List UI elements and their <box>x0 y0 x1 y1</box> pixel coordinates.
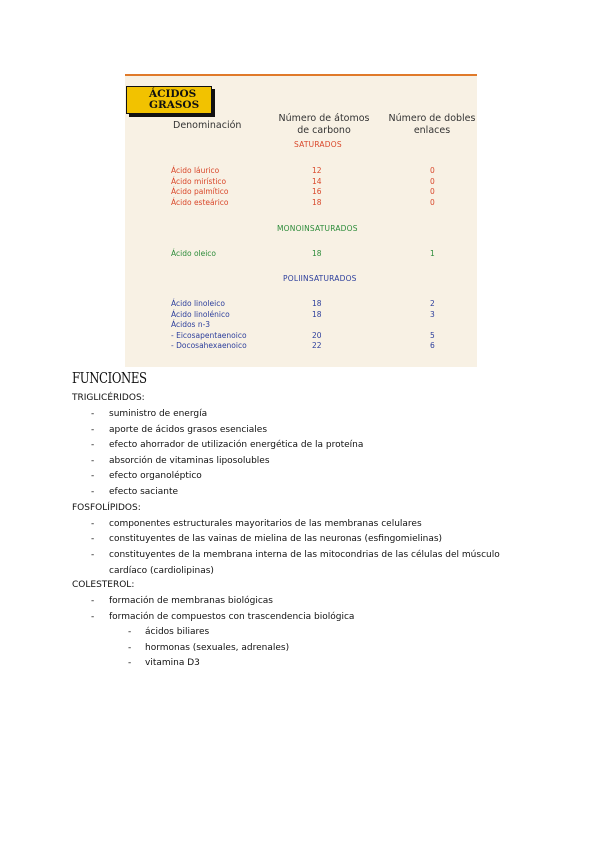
bullet-dash: - <box>91 424 95 435</box>
colesterol-item: formación de membranas biológicas <box>109 596 273 606</box>
acid-name: Ácidos n-3 <box>171 320 211 329</box>
header-dobles-line2: enlaces <box>413 125 451 136</box>
bullet-dash: - <box>91 471 95 482</box>
header-denominacion: Denominación <box>173 120 242 131</box>
fosfolipidos-item: componentes estructurales mayoritarios de las membranas celulares <box>109 519 422 529</box>
section-monoinsaturados: MONOINSATURADOS <box>277 224 358 233</box>
badge-line-2: GRASOS <box>149 99 200 111</box>
section-poliinsaturados: POLIINSATURADOS <box>283 274 357 283</box>
header-dobles-line1: Número de dobles <box>388 113 476 124</box>
carbon-count: 20 <box>312 330 322 340</box>
table-badge <box>126 86 212 114</box>
double-bonds: 0 <box>430 187 435 196</box>
colesterol-subitem: hormonas (sexuales, adrenales) <box>145 642 290 653</box>
double-bonds: 3 <box>430 309 435 319</box>
bullet-dash: - <box>91 487 95 497</box>
header-dobles <box>387 113 477 137</box>
bullet-dash: - <box>91 440 95 451</box>
bullet-dash: - <box>91 409 95 419</box>
carbon-count: 22 <box>312 341 322 350</box>
header-atomos-line1: Número de átomos <box>278 113 370 124</box>
section-saturados: SATURADOS <box>294 140 342 149</box>
bullet-dash: - <box>91 611 95 622</box>
acid-name: Ácido palmítico <box>171 187 229 196</box>
trigliceridos-item: suministro de energía <box>109 409 208 419</box>
double-bonds: 0 <box>430 197 435 207</box>
trigliceridos-item: efecto organoléptico <box>109 471 202 482</box>
header-atomos <box>274 113 374 137</box>
trigliceridos-item: efecto saciante <box>109 487 179 497</box>
trigliceridos-label: TRIGLICÉRIDOS: <box>72 393 145 403</box>
carbon-count: 18 <box>312 249 322 258</box>
bullet-dash: - <box>91 519 95 529</box>
bullet-dash: - <box>91 455 95 466</box>
double-bonds: 2 <box>430 299 435 308</box>
bullet-dash: - <box>128 627 132 637</box>
acid-name: Ácido láurico <box>171 166 220 175</box>
carbon-count: 18 <box>312 309 322 319</box>
fosfolipidos-item: constituyentes de la membrana interna de las mitocondrias de las células del músculo <box>109 550 500 560</box>
badge-line-1: ÁCIDOS <box>149 88 197 100</box>
acid-name: Ácido linolénico <box>171 309 230 319</box>
carbon-count: 12 <box>312 166 322 175</box>
colesterol-item: formación de compuestos con trascendencia biológica <box>109 611 355 622</box>
trigliceridos-item: absorción de vitaminas liposolubles <box>109 455 270 466</box>
double-bonds: 0 <box>430 176 435 186</box>
carbon-count: 14 <box>312 176 322 186</box>
colesterol-subitem: vitamina D3 <box>145 658 200 669</box>
bullet-dash: - <box>91 550 95 560</box>
carbon-count: 18 <box>312 299 322 308</box>
double-bonds: 5 <box>430 330 435 340</box>
colesterol-subitem: ácidos biliares <box>145 627 210 637</box>
bullet-dash: - <box>128 642 132 653</box>
acid-name: Ácido mirístico <box>171 176 227 186</box>
fosfolipidos-item: constituyentes de las vainas de mielina de las neuronas (esfingomielinas) <box>109 534 443 544</box>
acid-name: Ácido esteárico <box>171 197 229 207</box>
acid-name: - Eicosapentaenoico <box>171 330 247 340</box>
bullet-dash: - <box>91 534 95 544</box>
acid-name: - Docosahexaenoico <box>171 341 247 350</box>
double-bonds: 0 <box>430 166 435 175</box>
acid-name: Ácido oleico <box>171 249 217 258</box>
trigliceridos-item: aporte de ácidos grasos esenciales <box>109 424 268 435</box>
fosfolipidos-item: cardíaco (cardiolipinas) <box>109 566 214 576</box>
double-bonds: 1 <box>430 249 435 258</box>
bullet-dash: - <box>128 658 132 669</box>
acid-name: Ácido linoleico <box>171 299 225 308</box>
header-atomos-line2: de carbono <box>297 125 351 136</box>
bullet-dash: - <box>91 596 95 606</box>
trigliceridos-item: efecto ahorrador de utilización energética de la proteína <box>109 440 364 451</box>
fosfolipidos-label: FOSFOLÍPIDOS: <box>72 503 141 513</box>
carbon-count: 18 <box>312 197 322 207</box>
colesterol-label: COLESTEROL: <box>72 580 135 590</box>
functions-title: FUNCIONES <box>72 369 147 387</box>
carbon-count: 16 <box>312 187 322 196</box>
double-bonds: 6 <box>430 341 435 350</box>
figure-top-rule <box>125 74 477 76</box>
